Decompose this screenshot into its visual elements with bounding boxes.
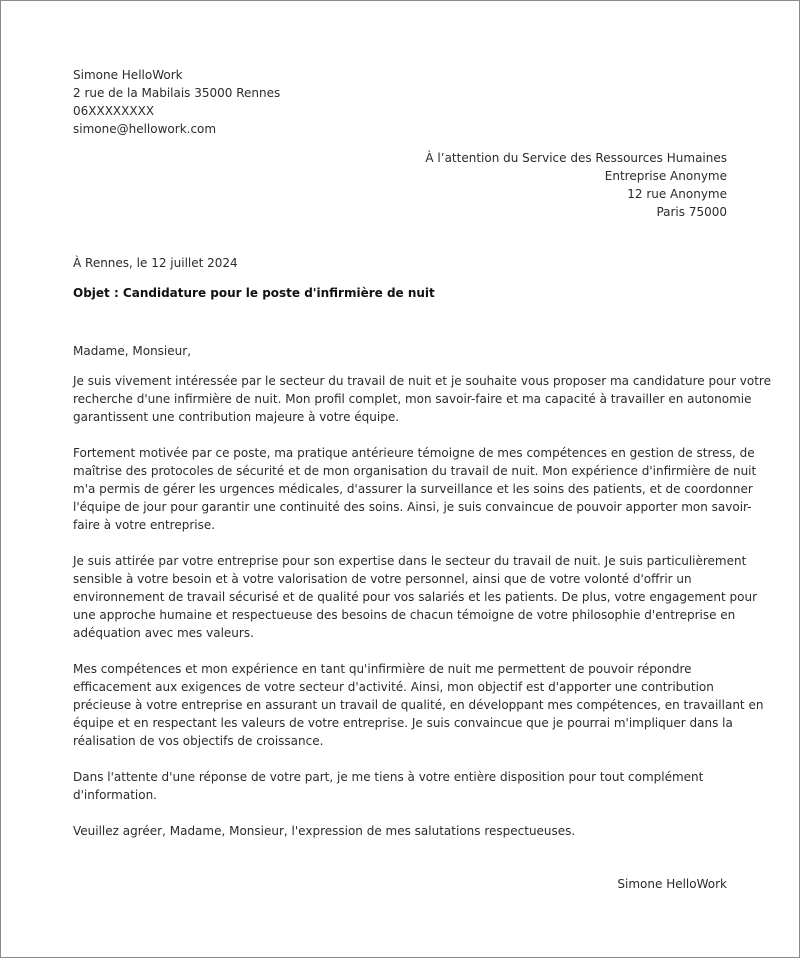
paragraph-line: l'équipe de jour pour garantir une continuité des soins. Ainsi, je suis convaincue de pouvoir apporter mon savoir- bbox=[73, 500, 752, 514]
paragraph-line: Veuillez agréer, Madame, Monsieur, l'expression de mes salutations respectueuses. bbox=[73, 824, 576, 838]
paragraph-4 bbox=[73, 660, 764, 750]
paragraph-line: environnement de travail sécurisé et de qualité pour vos salariés et les patients. De plus, votre engagement pour bbox=[73, 590, 758, 604]
paragraph-line: Fortement motivée par ce poste, ma pratique antérieure témoigne de mes compétences en gestion de stress, de bbox=[73, 446, 755, 460]
paragraph-line: efficacement aux exigences de votre secteur d'activité. Ainsi, mon objectif est d'apporter une contribution bbox=[73, 680, 714, 694]
recipient-company: Entreprise Anonyme bbox=[604, 169, 727, 183]
closing-paragraph bbox=[73, 822, 733, 840]
paragraph-line: équipe et en respectant les valeurs de votre entreprise. Je suis convaincue que je pourrai m'impliquer dans la bbox=[73, 716, 733, 730]
sender-address: 2 rue de la Mabilais 35000 Rennes bbox=[73, 86, 281, 100]
paragraph-5 bbox=[73, 768, 733, 804]
paragraph-line: faire à votre entreprise. bbox=[73, 518, 216, 532]
paragraph-2 bbox=[73, 444, 757, 534]
paragraph-line: Je suis attirée par votre entreprise pour son expertise dans le secteur du travail de nuit. Je suis particulièrement bbox=[73, 554, 747, 568]
salutation: Madame, Monsieur, bbox=[73, 344, 192, 358]
recipient-city: Paris 75000 bbox=[656, 205, 727, 219]
paragraph-line: Je suis vivement intéressée par le secteur du travail de nuit et je souhaite vous proposer ma candidature pour votre bbox=[73, 374, 771, 388]
paragraph-line: une approche humaine et respectueuse des besoins de chacun témoigne de votre philosophie d'entreprise en bbox=[73, 608, 736, 622]
paragraph-line: sensible à votre besoin et à votre valorisation de votre personnel, ainsi que de votre volonté d'offrir un bbox=[73, 572, 692, 586]
paragraph-line: d'information. bbox=[73, 788, 157, 802]
paragraph-3 bbox=[73, 552, 758, 642]
paragraph-line: adéquation avec mes valeurs. bbox=[73, 626, 254, 640]
recipient-attention: À l’attention du Service des Ressources Humaines bbox=[425, 151, 727, 165]
paragraph-line: m'a permis de gérer les urgences médicales, d'assurer la surveillance et les soins des patients, et de coordonner bbox=[73, 482, 753, 496]
signature: Simone HelloWork bbox=[617, 877, 727, 891]
paragraph-line: recherche d'une infirmière de nuit. Mon profil complet, mon savoir-faire et ma capacité à travailler en autonomie bbox=[73, 392, 752, 406]
sender-phone: 06XXXXXXXX bbox=[73, 104, 155, 118]
subject-line: Objet : Candidature pour le poste d'infirmière de nuit bbox=[73, 286, 435, 300]
paragraph-line: maîtrise des protocoles de sécurité et de mon organisation du travail de nuit. Mon expérience d'infirmière de nuit bbox=[73, 464, 757, 478]
sender-email: simone@hellowork.com bbox=[73, 122, 217, 136]
paragraph-line: Dans l'attente d'une réponse de votre part, je me tiens à votre entière disposition pour tout complément bbox=[73, 770, 704, 784]
sender-name: Simone HelloWork bbox=[73, 68, 183, 82]
paragraph-line: réalisation de vos objectifs de croissance. bbox=[73, 734, 324, 748]
recipient-street: 12 rue Anonyme bbox=[627, 187, 727, 201]
recipient-block bbox=[425, 149, 727, 221]
paragraph-line: précieuse à votre entreprise en assurant un travail de qualité, en développant mes compétences, en travaillant en bbox=[73, 698, 764, 712]
paragraph-line: Mes compétences et mon expérience en tant qu'infirmière de nuit me permettent de pouvoir répondre bbox=[73, 662, 692, 676]
date-line: À Rennes, le 12 juillet 2024 bbox=[73, 256, 238, 270]
sender-block bbox=[73, 66, 280, 138]
paragraph-line: garantissent une contribution majeure à votre équipe. bbox=[73, 410, 400, 424]
paragraph-1 bbox=[73, 372, 771, 426]
